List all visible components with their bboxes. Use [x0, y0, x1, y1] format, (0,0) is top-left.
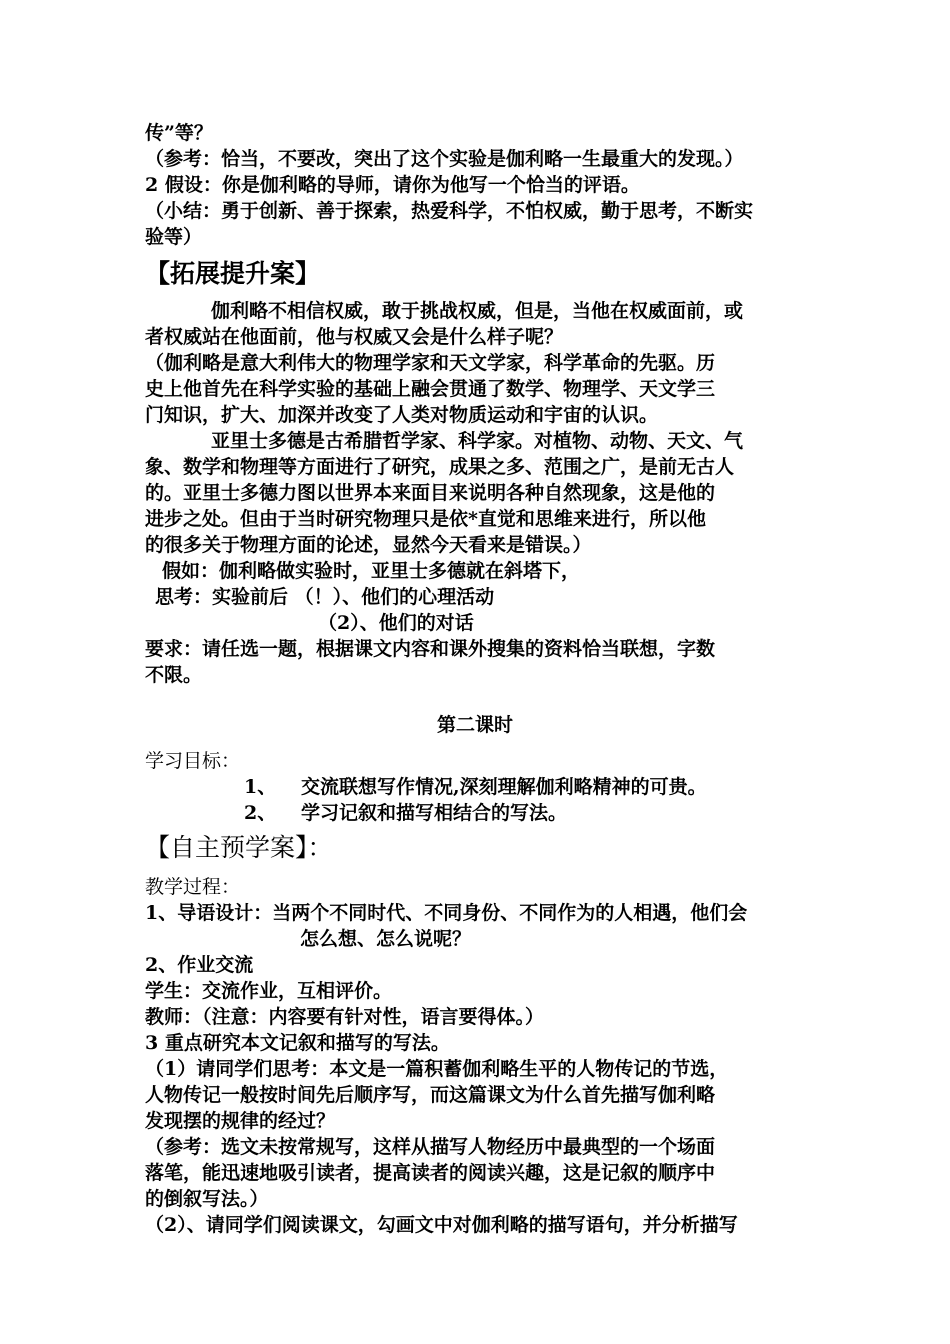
process-label: 教学过程： — [145, 876, 241, 898]
objective-number: 2、 — [244, 802, 277, 824]
step-line: 3 重点研究本文记叙和描写的写法。 — [145, 1032, 450, 1054]
paragraph-line: 者权威站在他面前，他与权威又会是什么样子呢？ — [145, 326, 564, 348]
reference-note: （参考：恰当，不要改，突出了这个实验是伽利略一生最重大的发现。） — [145, 148, 744, 170]
step-line-cont: 怎么想、怎么说呢？ — [300, 928, 472, 950]
paragraph-line: （伽利略是意大利伟大的物理学家和天文学家，科学革命的先驱。历 — [145, 352, 716, 374]
section-heading-preview: 【自主预学案】： — [145, 833, 333, 862]
objective-number: 1、 — [244, 776, 277, 798]
reference-line: （参考：选文未按常规写，这样从描写人物经历中最典型的一个场面 — [145, 1136, 716, 1158]
paragraph-line: 的很多关于物理方面的论述，显然今天看来是错误。） — [145, 534, 592, 556]
reference-line: 的倒叙写法。） — [145, 1188, 269, 1210]
objectives-label: 学习目标： — [145, 750, 241, 772]
paragraph-line: 进步之处。但由于当时研究物理只是依*直觉和思维来进行，所以他 — [145, 508, 706, 530]
question-line: 发现摆的规律的经过？ — [145, 1110, 336, 1132]
step-line: 1、导语设计：当两个不同时代、不同身份、不同作为的人相遇，他们会 — [145, 902, 748, 924]
think-line: 思考：实验前后 （！）、他们的心理活动 — [155, 586, 495, 608]
paragraph-line: 门知识，扩大、加深并改变了人类对物质运动和宇宙的认识。 — [145, 404, 659, 426]
summary-note: （小结：勇于创新、善于探索，热爱科学，不怕权威，勤于思考，不断实 — [145, 200, 754, 222]
assumption-question: 2 假设：你是伽利略的导师，请你为他写一个恰当的评语。 — [145, 174, 640, 196]
objective-item: 学习记叙和描写相结合的写法。 — [301, 802, 568, 824]
requirement-line-cont: 不限。 — [145, 664, 203, 686]
step-line: 2、作业交流 — [145, 954, 254, 976]
lesson-title: 第二课时 — [436, 714, 513, 736]
paragraph-line: 伽利略不相信权威，敢于挑战权威，但是，当他在权威面前，或 — [211, 300, 744, 322]
paragraph-line: 亚里士多德是古希腊哲学家、科学家。对植物、动物、天文、气 — [211, 430, 744, 452]
think-line-2: （2）、他们的对话 — [318, 612, 474, 634]
paragraph-line: 象、数学和物理等方面进行了研究，成果之多、范围之广，是前无古人 — [145, 456, 735, 478]
section-heading-extension: 【拓展提升案】 — [145, 259, 321, 288]
text-line: 传”等？ — [145, 122, 213, 144]
question-line: （2）、请同学们阅读课文，勾画文中对伽利略的描写语句，并分析描写 — [145, 1214, 738, 1236]
step-line: 学生：交流作业，互相评价。 — [145, 980, 393, 1002]
summary-note-cont: 验等） — [145, 226, 203, 248]
reference-line: 落笔，能迅速地吸引读者，提高读者的阅读兴趣，这是记叙的顺序中 — [145, 1162, 716, 1184]
objective-item: 交流联想写作情况,深刻理解伽利略精神的可贵。 — [301, 776, 707, 798]
paragraph-line: 史上他首先在科学实验的基础上融会贯通了数学、物理学、天文学三 — [145, 378, 716, 400]
hypothesis-line: 假如：伽利略做实验时，亚里士多德就在斜塔下， — [162, 560, 581, 582]
question-line: 人物传记一般按时间先后顺序写，而这篇课文为什么首先描写伽利略 — [145, 1084, 716, 1106]
question-line: （1）请同学们思考：本文是一篇积蓄伽利略生平的人物传记的节选， — [145, 1058, 729, 1080]
paragraph-line: 的。亚里士多德力图以世界本来面目来说明各种自然现象，这是他的 — [145, 482, 716, 504]
step-line: 教师：（注意：内容要有针对性，语言要得体。） — [145, 1006, 545, 1028]
requirement-line: 要求：请任选一题，根据课文内容和课外搜集的资料恰当联想，字数 — [145, 638, 716, 660]
